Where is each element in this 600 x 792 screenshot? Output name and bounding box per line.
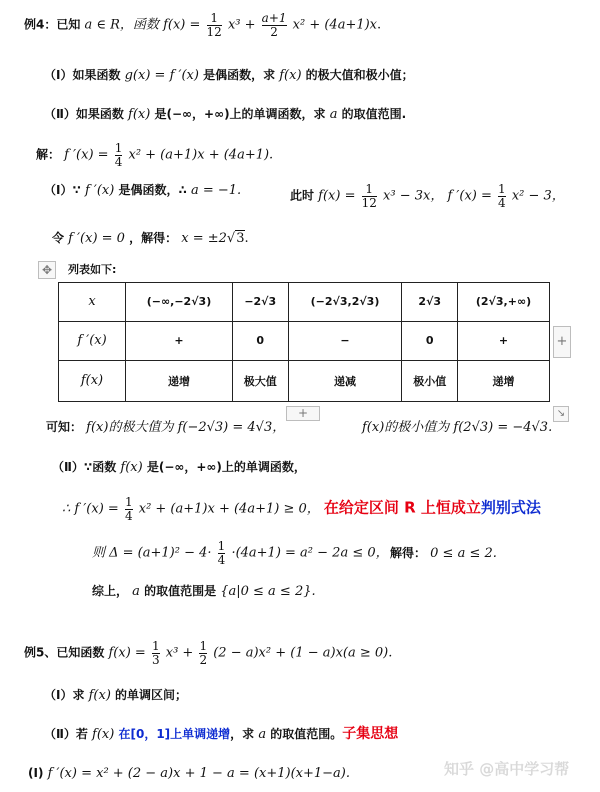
table-cell: 0 [402,321,458,360]
part1-fx: f(x) = [318,188,356,204]
ineq-rhs: x² + (a+1)x + (4a+1) ≥ 0， [138,501,320,517]
q1-g: g(x) = f ′(x) [124,68,199,83]
conclusion1-prefix: 可知： [46,420,83,434]
table-cell: (2√3,+∞) [458,283,550,322]
ling-solve: ，解得： [129,231,178,245]
table-add-row-button[interactable]: + [286,406,320,421]
delta-line [92,540,389,566]
part1-aval: a = −1. [190,183,242,198]
q5-1-suffix: 的单调区间； [115,688,188,702]
delta-solve: 解得： [390,546,427,560]
table-cell: f ′(x) [59,321,126,360]
sol5-line [28,766,350,782]
q5-1-fx: f(x) [88,688,111,703]
example5-frac2: $\frac{1}{2}$ [199,639,208,667]
q1-line [44,68,414,84]
conclusion1-line [46,420,285,436]
example4-term1: x³ + [227,17,256,33]
table-cell: 极大值 [232,360,288,401]
part1-even: 是偶函数，∴ [118,183,187,197]
example5-term2: (2 − a)x² + (1 − a)x(a ≥ 0). [213,645,393,661]
example5-line [24,640,392,666]
watermark: 知乎 @高中学习帮 [444,760,570,778]
solution-frac: $\frac{1}{4}$ [114,141,123,169]
part1-frac1: $\frac{1}{12}$ [361,182,377,210]
ling-x: x = ±2 [181,231,227,246]
example4-frac2: $\frac{a+1}{2}$ [261,11,287,39]
ling-root: 3 [236,231,245,246]
q5-1-line [44,688,187,704]
sol5-label: (Ⅰ) [28,766,44,780]
conclusion1-min: f(x)的极小值为 f(2√3) = −4√3. [362,420,553,435]
solution-lhs: f ′(x) = [64,147,109,163]
q1-mid: 是偶函数，求 [203,68,276,82]
part1-line [44,183,241,199]
delta-prefix: 则 Δ = (a+1)² − 4· [92,545,212,561]
part1-frac2: $\frac{1}{4}$ [498,182,506,210]
example5-title: 例5、已知函数 [24,645,105,660]
q2-prefix: （Ⅱ）如果函数 [44,107,124,121]
table-add-column-button[interactable]: + [553,326,571,358]
example5-term1: x³ + [165,645,194,661]
table-cell: 递减 [288,360,402,401]
q5-2-fx: f(x) [92,727,115,742]
q1-suffix: 的极大值和极小值； [305,68,414,82]
part2-mid: 是(−∞，+∞)上的单调函数， [146,460,306,474]
summary-set: {a|0 ≤ a ≤ 2}. [220,584,316,599]
table-row-derivative [59,321,550,360]
q2-line [44,107,406,123]
example4-end: . [377,17,382,33]
part1-fp: f ′(x) [84,183,115,198]
example4-title: 例4：已知 [24,17,81,32]
solution-label: 解： [36,147,61,162]
part1-label: （Ⅰ）∵ [44,183,81,197]
table-cell: 0 [232,321,288,360]
table-cell: 2√3 [402,283,458,322]
example5-frac1: $\frac{1}{3}$ [151,639,160,667]
sol5-expr: f ′(x) = x² + (2 − a)x + 1 − a = (x+1)(x+1−a). [47,766,351,781]
table-row-function [59,360,550,401]
example5-func-lhs: f(x) = [108,645,146,661]
table-cell: x [59,283,126,322]
delta-solve-line [390,546,497,562]
table-cell: 递增 [458,360,550,401]
table-cell: 递增 [126,360,233,401]
table-cell: −2√3 [232,283,288,322]
delta-result: 0 ≤ a ≤ 2. [430,546,497,561]
q5-2-a: a [258,727,267,742]
part1-fp2: f ′(x) = [447,188,492,204]
conclusion1-max: f(x)的极大值为 f(−2√3) = 4√3， [86,420,286,435]
table-cell: 极小值 [402,360,458,401]
part2-line [52,460,306,476]
summary-line [92,584,316,600]
table-cell: (−2√3,2√3) [288,283,402,322]
ling-dot: . [244,231,249,246]
q5-2-mid: ，求 [230,727,255,741]
sqrt-sign: √ [226,231,236,246]
example4-func-lhs: f(x) = [163,17,201,33]
ineq-red-note: 在给定区间 R 上恒成立 [323,498,481,517]
table-cell: + [458,321,550,360]
q5-2-suffix: 的取值范围。 [270,727,343,741]
ling-line [52,230,249,247]
value-table [58,282,550,402]
q2-mid: 是(−∞，+∞)上的单调函数，求 [154,107,326,121]
q5-2-prefix: （Ⅱ）若 [44,727,88,741]
part1-then: 此时 [290,188,315,203]
table-cell: (−∞,−2√3) [126,283,233,322]
part2-label: （Ⅱ）∵函数 [52,460,117,474]
part1-gtail: x³ − 3x， [383,188,444,204]
part2-fx: f(x) [120,460,143,475]
ineq-prefix: ∴ f ′(x) = [62,501,119,517]
table-caption: 列表如下: [68,263,117,276]
delta-rhs: ·(4a+1) = a² − 2a ≤ 0， [231,545,389,561]
table-move-handle[interactable]: ✥ [38,261,56,279]
ineq-frac: $\frac{1}{4}$ [124,495,133,523]
q5-2-blue-note: 在[0，1]上单调递增 [118,727,231,741]
example4-frac1: $\frac{1}{12}$ [206,11,222,39]
ineq-blue-note: 判别式法 [480,498,541,517]
summary-prefix: 综上， [92,584,129,598]
summary-mid: 的取值范围是 [144,584,217,598]
q2-fx: f(x) [128,107,151,122]
delta-frac: $\frac{1}{4}$ [217,539,226,567]
ling-eq: f ′(x) = 0 [68,231,125,246]
solution-rhs: x² + (a+1)x + (4a+1). [128,147,274,163]
ineq-line [62,496,541,522]
table-row-x [59,283,550,322]
q1-prefix: （Ⅰ）如果函数 [44,68,121,82]
example4-term2: x² + (4a+1)x [292,17,378,33]
ling-prefix: 令 [52,231,65,245]
table-cell: f(x) [59,360,126,401]
table-cell: − [288,321,402,360]
q5-2-red-note: 子集思想 [342,726,399,742]
part1-then-line [290,183,565,209]
part1-htail: x² − 3， [511,188,565,204]
table-cell: + [126,321,233,360]
solution-line [36,142,273,168]
q5-1-prefix: （Ⅰ）求 [44,688,85,702]
example4-given: a ∈ R，函数 [84,17,159,33]
example4-line [24,12,381,38]
q5-2-line [44,726,398,743]
q1-fx: f(x) [279,68,302,83]
table-resize-handle[interactable]: ↘ [553,406,569,422]
summary-a: a [132,584,140,599]
q2-a: a [329,107,338,122]
q2-suffix: 的取值范围. [341,107,407,121]
